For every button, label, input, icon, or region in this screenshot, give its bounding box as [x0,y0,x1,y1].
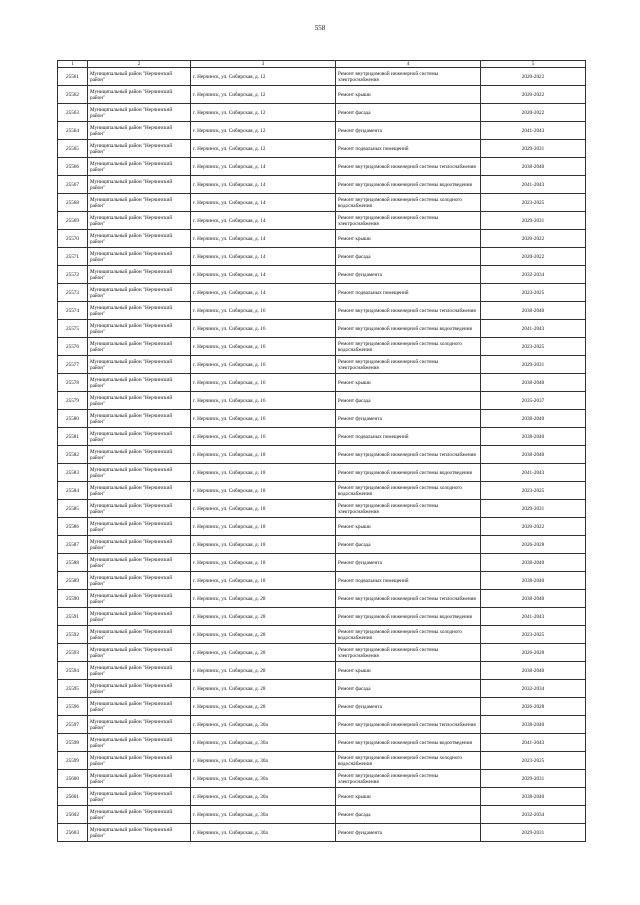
row-number-cell: 25588 [58,554,88,572]
work-type-cell: Ремонт фасада [336,680,481,698]
period-cell: 2029-2031 [481,824,586,842]
work-type-cell: Ремонт фундамента [336,266,481,284]
address-cell: г. Нерчинск, ул. Сибирская, д. 14 [191,266,336,284]
row-number-cell: 25598 [58,734,88,752]
municipality-cell: Муниципальный район "Нерчинский район" [88,248,191,266]
row-number-cell: 25584 [58,482,88,500]
table-row [58,464,586,482]
table-row [58,338,586,356]
address-cell: г. Нерчинск, ул. Сибирская, д. 16 [191,338,336,356]
address-cell: г. Нерчинск, ул. Сибирская, д. 14 [191,176,336,194]
period-cell: 2038-2040 [481,590,586,608]
work-type-cell: Ремонт крыши [336,788,481,806]
row-number-cell: 25572 [58,266,88,284]
work-type-cell: Ремонт подвальных помещений [336,140,481,158]
address-cell: г. Нерчинск, ул. Сибирская, д. 30а [191,752,336,770]
work-type-cell: Ремонт крыши [336,86,481,104]
row-number-cell: 25562 [58,86,88,104]
work-type-cell: Ремонт фундамента [336,698,481,716]
row-number-cell: 25602 [58,806,88,824]
municipality-cell: Муниципальный район "Нерчинский район" [88,698,191,716]
table-row [58,176,586,194]
work-type-cell: Ремонт фундамента [336,410,481,428]
repair-schedule-table [57,60,586,842]
period-cell: 2032-2034 [481,806,586,824]
period-cell: 2038-2040 [481,158,586,176]
row-number-cell: 25580 [58,410,88,428]
row-number-cell: 25586 [58,518,88,536]
work-type-cell: Ремонт внутридомовой инженерной системы теплоснабжения [336,590,481,608]
municipality-cell: Муниципальный район "Нерчинский район" [88,716,191,734]
work-type-cell: Ремонт фундамента [336,122,481,140]
municipality-cell: Муниципальный район "Нерчинский район" [88,374,191,392]
table-row [58,482,586,500]
work-type-cell: Ремонт внутридомовой инженерной системы холодного водоснабжения [336,482,481,500]
period-cell: 2026-2028 [481,536,586,554]
municipality-cell: Муниципальный район "Нерчинский район" [88,662,191,680]
work-type-cell: Ремонт подвальных помещений [336,428,481,446]
period-cell: 2038-2040 [481,788,586,806]
work-type-cell: Ремонт внутридомовой инженерной системы теплоснабжения [336,716,481,734]
municipality-cell: Муниципальный район "Нерчинский район" [88,806,191,824]
work-type-cell: Ремонт крыши [336,374,481,392]
table-row [58,644,586,662]
address-cell: г. Нерчинск, ул. Сибирская, д. 14 [191,158,336,176]
period-cell: 2038-2040 [481,446,586,464]
municipality-cell: Муниципальный район "Нерчинский район" [88,140,191,158]
period-cell: 2023-2025 [481,284,586,302]
address-cell: г. Нерчинск, ул. Сибирская, д. 30а [191,788,336,806]
address-cell: г. Нерчинск, ул. Сибирская, д. 18 [191,446,336,464]
address-cell: г. Нерчинск, ул. Сибирская, д. 28 [191,698,336,716]
period-cell: 2032-2034 [481,680,586,698]
municipality-cell: Муниципальный район "Нерчинский район" [88,572,191,590]
period-cell: 2038-2040 [481,374,586,392]
period-cell: 2020-2022 [481,518,586,536]
address-cell: г. Нерчинск, ул. Сибирская, д. 18 [191,554,336,572]
address-cell: г. Нерчинск, ул. Сибирская, д. 16 [191,320,336,338]
address-cell: г. Нерчинск, ул. Сибирская, д. 16 [191,356,336,374]
table-row [58,608,586,626]
address-cell: г. Нерчинск, ул. Сибирская, д. 18 [191,482,336,500]
address-cell: г. Нерчинск, ул. Сибирская, д. 12 [191,86,336,104]
table-row [58,284,586,302]
table-row [58,230,586,248]
municipality-cell: Муниципальный район "Нерчинский район" [88,194,191,212]
address-cell: г. Нерчинск, ул. Сибирская, д. 14 [191,284,336,302]
table-row [58,140,586,158]
work-type-cell: Ремонт внутридомовой инженерной системы холодного водоснабжения [336,626,481,644]
table-row [58,698,586,716]
address-cell: г. Нерчинск, ул. Сибирская, д. 28 [191,662,336,680]
work-type-cell: Ремонт внутридомовой инженерной системы водоотведения [336,320,481,338]
row-number-cell: 25570 [58,230,88,248]
work-type-cell: Ремонт внутридомовой инженерной системы теплоснабжения [336,158,481,176]
row-number-cell: 25595 [58,680,88,698]
period-cell: 2038-2040 [481,302,586,320]
table-row [58,374,586,392]
work-type-cell: Ремонт внутридомовой инженерной системы электроснабжения [336,770,481,788]
period-cell: 2041-2043 [481,608,586,626]
work-type-cell: Ремонт внутридомовой инженерной системы электроснабжения [336,212,481,230]
row-number-cell: 25600 [58,770,88,788]
work-type-cell: Ремонт внутридомовой инженерной системы холодного водоснабжения [336,752,481,770]
period-cell: 2026-2028 [481,698,586,716]
work-type-cell: Ремонт внутридомовой инженерной системы теплоснабжения [336,302,481,320]
period-cell: 2023-2025 [481,482,586,500]
row-number-cell: 25574 [58,302,88,320]
period-cell: 2023-2025 [481,338,586,356]
municipality-cell: Муниципальный район "Нерчинский район" [88,122,191,140]
municipality-cell: Муниципальный район "Нерчинский район" [88,338,191,356]
table-row [58,788,586,806]
address-cell: г. Нерчинск, ул. Сибирская, д. 16 [191,392,336,410]
work-type-cell: Ремонт внутридомовой инженерной системы электроснабжения [336,68,481,86]
period-cell: 2029-2031 [481,500,586,518]
column-header-1: 1 [58,61,88,68]
address-cell: г. Нерчинск, ул. Сибирская, д. 18 [191,500,336,518]
address-cell: г. Нерчинск, ул. Сибирская, д. 14 [191,212,336,230]
address-cell: г. Нерчинск, ул. Сибирская, д. 30а [191,806,336,824]
work-type-cell: Ремонт внутридомовой инженерной системы электроснабжения [336,356,481,374]
municipality-cell: Муниципальный район "Нерчинский район" [88,410,191,428]
work-type-cell: Ремонт фасада [336,248,481,266]
row-number-cell: 25565 [58,140,88,158]
period-cell: 2038-2040 [481,716,586,734]
work-type-cell: Ремонт внутридомовой инженерной системы водоотведения [336,176,481,194]
row-number-cell: 25573 [58,284,88,302]
table-row [58,716,586,734]
table-row [58,536,586,554]
period-cell: 2041-2043 [481,734,586,752]
table-row [58,662,586,680]
table-row [58,446,586,464]
work-type-cell: Ремонт фундамента [336,554,481,572]
row-number-cell: 25576 [58,338,88,356]
period-cell: 2038-2040 [481,554,586,572]
period-cell: 2020-2022 [481,86,586,104]
row-number-cell: 25578 [58,374,88,392]
work-type-cell: Ремонт крыши [336,230,481,248]
address-cell: г. Нерчинск, ул. Сибирская, д. 28 [191,608,336,626]
municipality-cell: Муниципальный район "Нерчинский район" [88,518,191,536]
header-row [58,61,586,68]
work-type-cell: Ремонт внутридомовой инженерной системы водоотведения [336,608,481,626]
table-row [58,212,586,230]
period-cell: 2038-2040 [481,572,586,590]
address-cell: г. Нерчинск, ул. Сибирская, д. 16 [191,410,336,428]
table-row [58,590,586,608]
row-number-cell: 25603 [58,824,88,842]
period-cell: 2026-2028 [481,644,586,662]
row-number-cell: 25567 [58,176,88,194]
address-cell: г. Нерчинск, ул. Сибирская, д. 18 [191,536,336,554]
work-type-cell: Ремонт внутридомовой инженерной системы электроснабжения [336,644,481,662]
address-cell: г. Нерчинск, ул. Сибирская, д. 30а [191,716,336,734]
municipality-cell: Муниципальный район "Нерчинский район" [88,320,191,338]
table-row [58,518,586,536]
address-cell: г. Нерчинск, ул. Сибирская, д. 30а [191,824,336,842]
period-cell: 2038-2040 [481,428,586,446]
period-cell: 2035-2037 [481,392,586,410]
municipality-cell: Муниципальный район "Нерчинский район" [88,266,191,284]
work-type-cell: Ремонт фасада [336,536,481,554]
municipality-cell: Муниципальный район "Нерчинский район" [88,500,191,518]
table-row [58,356,586,374]
row-number-cell: 25561 [58,68,88,86]
address-cell: г. Нерчинск, ул. Сибирская, д. 12 [191,122,336,140]
row-number-cell: 25577 [58,356,88,374]
table-row [58,320,586,338]
table-row [58,572,586,590]
municipality-cell: Муниципальный район "Нерчинский район" [88,788,191,806]
table-row [58,734,586,752]
municipality-cell: Муниципальный район "Нерчинский район" [88,824,191,842]
municipality-cell: Муниципальный район "Нерчинский район" [88,752,191,770]
row-number-cell: 25601 [58,788,88,806]
column-header-3: 3 [191,61,336,68]
table-row [58,428,586,446]
address-cell: г. Нерчинск, ул. Сибирская, д. 16 [191,428,336,446]
table-row [58,410,586,428]
table-row [58,554,586,572]
period-cell: 2029-2031 [481,356,586,374]
address-cell: г. Нерчинск, ул. Сибирская, д. 28 [191,680,336,698]
work-type-cell: Ремонт фасада [336,806,481,824]
row-number-cell: 25568 [58,194,88,212]
row-number-cell: 25571 [58,248,88,266]
address-cell: г. Нерчинск, ул. Сибирская, д. 12 [191,68,336,86]
address-cell: г. Нерчинск, ул. Сибирская, д. 16 [191,302,336,320]
row-number-cell: 25575 [58,320,88,338]
work-type-cell: Ремонт внутридомовой инженерной системы водоотведения [336,464,481,482]
work-type-cell: Ремонт фундамента [336,824,481,842]
address-cell: г. Нерчинск, ул. Сибирская, д. 16 [191,374,336,392]
table-row [58,680,586,698]
period-cell: 2032-2034 [481,266,586,284]
row-number-cell: 25581 [58,428,88,446]
row-number-cell: 25569 [58,212,88,230]
table-row [58,266,586,284]
table-row [58,194,586,212]
row-number-cell: 25563 [58,104,88,122]
row-number-cell: 25579 [58,392,88,410]
row-number-cell: 25594 [58,662,88,680]
work-type-cell: Ремонт внутридомовой инженерной системы водоотведения [336,734,481,752]
address-cell: г. Нерчинск, ул. Сибирская, д. 30а [191,734,336,752]
period-cell: 2023-2025 [481,752,586,770]
work-type-cell: Ремонт фасада [336,104,481,122]
row-number-cell: 25564 [58,122,88,140]
table-row [58,806,586,824]
column-header-4: 4 [336,61,481,68]
work-type-cell: Ремонт крыши [336,662,481,680]
table-row [58,392,586,410]
row-number-cell: 25596 [58,698,88,716]
row-number-cell: 25593 [58,644,88,662]
table-row [58,752,586,770]
period-cell: 2041-2043 [481,122,586,140]
table-header [58,61,586,68]
address-cell: г. Нерчинск, ул. Сибирская, д. 14 [191,230,336,248]
table-row [58,104,586,122]
row-number-cell: 25583 [58,464,88,482]
table-row [58,248,586,266]
period-cell: 2020-2022 [481,230,586,248]
period-cell: 2020-2022 [481,68,586,86]
municipality-cell: Муниципальный район "Нерчинский район" [88,554,191,572]
work-type-cell: Ремонт фасада [336,392,481,410]
row-number-cell: 25591 [58,608,88,626]
period-cell: 2020-2022 [481,248,586,266]
table-row [58,122,586,140]
work-type-cell: Ремонт подвальных помещений [336,284,481,302]
municipality-cell: Муниципальный район "Нерчинский район" [88,590,191,608]
period-cell: 2029-2031 [481,770,586,788]
address-cell: г. Нерчинск, ул. Сибирская, д. 28 [191,626,336,644]
address-cell: г. Нерчинск, ул. Сибирская, д. 18 [191,572,336,590]
period-cell: 2041-2043 [481,320,586,338]
municipality-cell: Муниципальный район "Нерчинский район" [88,464,191,482]
table-row [58,68,586,86]
table-row [58,770,586,788]
municipality-cell: Муниципальный район "Нерчинский район" [88,356,191,374]
address-cell: г. Нерчинск, ул. Сибирская, д. 30а [191,770,336,788]
table-body [58,68,586,842]
municipality-cell: Муниципальный район "Нерчинский район" [88,428,191,446]
address-cell: г. Нерчинск, ул. Сибирская, д. 28 [191,644,336,662]
work-type-cell: Ремонт внутридомовой инженерной системы электроснабжения [336,500,481,518]
municipality-cell: Муниципальный район "Нерчинский район" [88,86,191,104]
address-cell: г. Нерчинск, ул. Сибирская, д. 28 [191,590,336,608]
page-number: 558 [314,24,326,32]
municipality-cell: Муниципальный район "Нерчинский район" [88,284,191,302]
municipality-cell: Муниципальный район "Нерчинский район" [88,230,191,248]
address-cell: г. Нерчинск, ул. Сибирская, д. 12 [191,104,336,122]
row-number-cell: 25589 [58,572,88,590]
municipality-cell: Муниципальный район "Нерчинский район" [88,68,191,86]
period-cell: 2020-2022 [481,104,586,122]
row-number-cell: 25590 [58,590,88,608]
table-row [58,158,586,176]
table-row [58,626,586,644]
municipality-cell: Муниципальный район "Нерчинский район" [88,392,191,410]
column-header-2: 2 [88,61,191,68]
municipality-cell: Муниципальный район "Нерчинский район" [88,608,191,626]
row-number-cell: 25592 [58,626,88,644]
municipality-cell: Муниципальный район "Нерчинский район" [88,680,191,698]
work-type-cell: Ремонт подвальных помещений [336,572,481,590]
municipality-cell: Муниципальный район "Нерчинский район" [88,536,191,554]
period-cell: 2038-2040 [481,662,586,680]
address-cell: г. Нерчинск, ул. Сибирская, д. 18 [191,518,336,536]
row-number-cell: 25587 [58,536,88,554]
period-cell: 2029-2031 [481,212,586,230]
row-number-cell: 25582 [58,446,88,464]
municipality-cell: Муниципальный район "Нерчинский район" [88,644,191,662]
municipality-cell: Муниципальный район "Нерчинский район" [88,734,191,752]
table-row [58,302,586,320]
row-number-cell: 25599 [58,752,88,770]
municipality-cell: Муниципальный район "Нерчинский район" [88,626,191,644]
address-cell: г. Нерчинск, ул. Сибирская, д. 14 [191,194,336,212]
table-row [58,86,586,104]
address-cell: г. Нерчинск, ул. Сибирская, д. 18 [191,464,336,482]
period-cell: 2023-2025 [481,194,586,212]
table-row [58,824,586,842]
period-cell: 2041-2043 [481,176,586,194]
work-type-cell: Ремонт внутридомовой инженерной системы холодного водоснабжения [336,338,481,356]
work-type-cell: Ремонт внутридомовой инженерной системы холодного водоснабжения [336,194,481,212]
period-cell: 2023-2025 [481,626,586,644]
municipality-cell: Муниципальный район "Нерчинский район" [88,176,191,194]
column-header-5: 5 [481,61,586,68]
municipality-cell: Муниципальный район "Нерчинский район" [88,302,191,320]
period-cell: 2041-2043 [481,464,586,482]
work-type-cell: Ремонт крыши [336,518,481,536]
municipality-cell: Муниципальный район "Нерчинский район" [88,104,191,122]
row-number-cell: 25566 [58,158,88,176]
period-cell: 2038-2040 [481,410,586,428]
period-cell: 2029-2031 [481,140,586,158]
municipality-cell: Муниципальный район "Нерчинский район" [88,482,191,500]
municipality-cell: Муниципальный район "Нерчинский район" [88,212,191,230]
address-cell: г. Нерчинск, ул. Сибирская, д. 14 [191,248,336,266]
address-cell: г. Нерчинск, ул. Сибирская, д. 12 [191,140,336,158]
row-number-cell: 25585 [58,500,88,518]
table-row [58,500,586,518]
row-number-cell: 25597 [58,716,88,734]
municipality-cell: Муниципальный район "Нерчинский район" [88,770,191,788]
municipality-cell: Муниципальный район "Нерчинский район" [88,446,191,464]
work-type-cell: Ремонт внутридомовой инженерной системы теплоснабжения [336,446,481,464]
municipality-cell: Муниципальный район "Нерчинский район" [88,158,191,176]
